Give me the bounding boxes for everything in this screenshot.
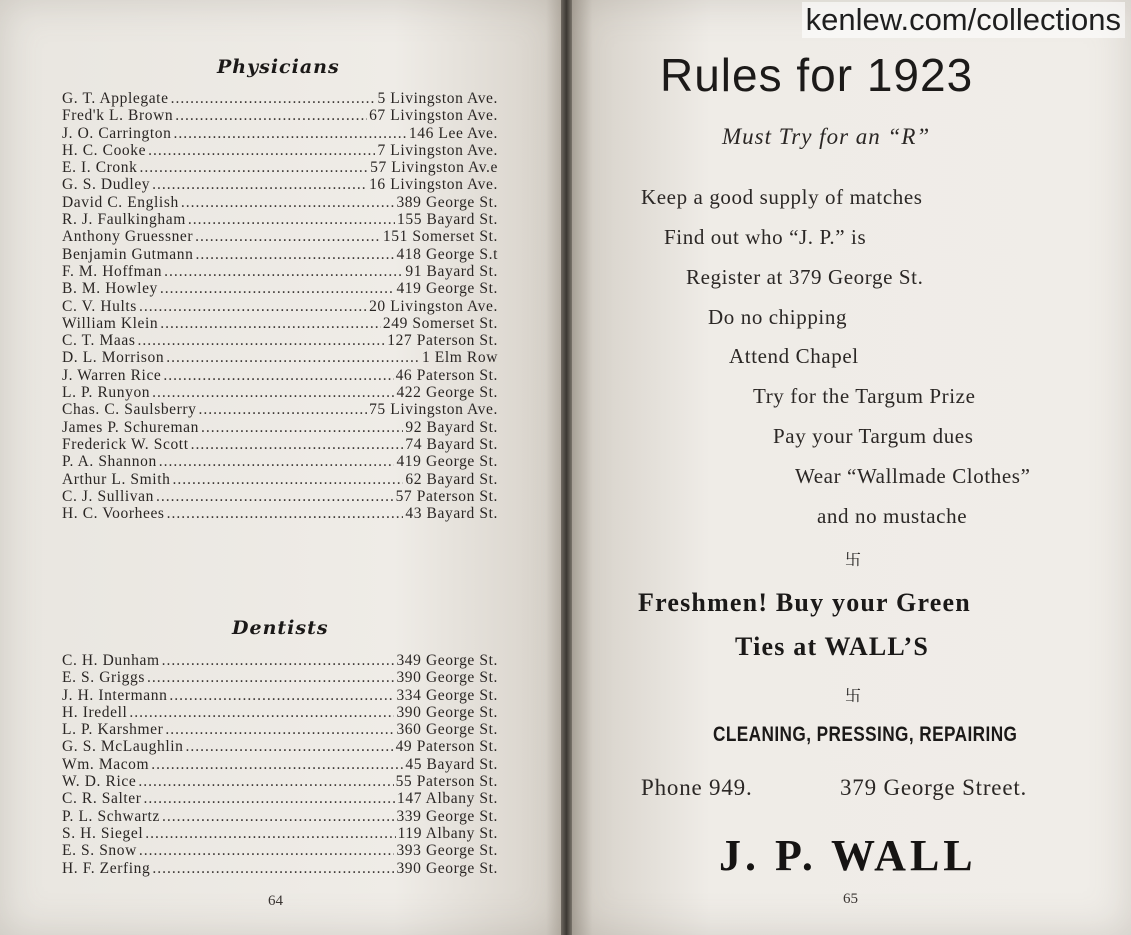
directory-row: [62, 773, 498, 790]
directory-address: 62 Bayard St.: [405, 470, 498, 488]
directory-address: 55 Paterson St.: [395, 773, 498, 791]
directory-address: 57 Paterson St.: [395, 487, 498, 505]
directory-name: G. T. Applegate: [62, 90, 169, 107]
dot-leader: [188, 211, 395, 228]
directory-row: [62, 790, 498, 807]
dot-leader: [165, 721, 394, 738]
dot-leader: [137, 332, 385, 349]
rule-item: Wear “Wallmade Clothes”: [795, 464, 1031, 488]
directory-address: 67 Livingston Ave.: [369, 107, 498, 125]
directory-row: [62, 842, 498, 859]
dot-leader: [171, 90, 376, 107]
directory-address: 147 Albany St.: [397, 790, 498, 808]
directory-address: 46 Paterson St.: [395, 366, 498, 384]
directory-name: C. V. Hults: [62, 297, 137, 315]
directory-name: E. I. Cronk: [62, 159, 138, 177]
rule-item: Find out who “J. P.” is: [664, 225, 867, 249]
directory-address: 360 George St.: [396, 721, 498, 739]
dot-leader: [195, 228, 381, 245]
dot-leader: [191, 436, 404, 453]
directory-name: C. H. Dunham: [62, 652, 160, 669]
dot-leader: [175, 107, 367, 124]
dot-leader: [173, 125, 406, 142]
dot-leader: [152, 384, 394, 401]
directory-row: [62, 107, 498, 124]
directory-row: [62, 246, 498, 263]
directory-name: Arthur L. Smith: [62, 470, 171, 488]
dot-leader: [152, 860, 394, 877]
rules-subtitle: Must Try for an “R”: [722, 124, 931, 149]
rule-item: Do no chipping: [708, 305, 848, 329]
directory-row: [62, 471, 498, 488]
directory-address: 390 George St.: [396, 669, 498, 687]
dot-leader: [186, 738, 394, 755]
dot-leader: [172, 471, 403, 488]
dot-leader: [139, 159, 368, 176]
directory-row: [62, 263, 498, 280]
directory-address: 45 Bayard St.: [405, 755, 498, 773]
directory-name: E. S. Griggs: [62, 669, 145, 687]
dot-leader: [152, 176, 367, 193]
directory-name: J. O. Carrington: [62, 124, 172, 142]
directory-address: 349 George St.: [396, 652, 498, 669]
dot-leader: [160, 315, 381, 332]
directory-row: [62, 176, 498, 193]
directory-address: 418 George S.t: [396, 245, 498, 263]
directory-row: [62, 453, 498, 470]
directory-name: D. L. Morrison: [62, 349, 165, 367]
directory-name: P. L. Schwartz: [62, 807, 160, 825]
directory-address: 5 Livingston Ave.: [377, 90, 498, 107]
page-number-right: 65: [843, 891, 858, 907]
rule-item: Register at 379 George St.: [686, 265, 924, 289]
dot-leader: [160, 280, 395, 297]
ornament-icon: 卐: [845, 550, 862, 569]
dot-leader: [162, 652, 395, 669]
directory-name: H. Iredell: [62, 703, 128, 721]
directory-name: H. C. Voorhees: [62, 505, 165, 523]
directory-row: [62, 384, 498, 401]
directory-row: [62, 756, 498, 773]
directory-name: R. J. Faulkingham: [62, 211, 186, 229]
directory-name: J. Warren Rice: [62, 366, 162, 384]
directory-row: [62, 315, 498, 332]
dot-leader: [164, 263, 403, 280]
physicians-list: [62, 90, 498, 522]
directory-name: J. H. Intermann: [62, 686, 168, 704]
directory-row: [62, 159, 498, 176]
directory-address: 92 Bayard St.: [405, 418, 498, 436]
directory-row: [62, 90, 498, 107]
directory-row: [62, 488, 498, 505]
dot-leader: [159, 453, 395, 470]
directory-row: [62, 228, 498, 245]
directory-row: [62, 280, 498, 297]
directory-name: Chas. C. Saulsberry: [62, 401, 197, 419]
rule-item: Try for the Targum Prize: [753, 384, 976, 408]
directory-name: H. F. Zerfing: [62, 859, 151, 877]
directory-address: 74 Bayard St.: [405, 435, 498, 453]
directory-row: [62, 860, 498, 877]
dot-leader: [166, 349, 420, 366]
directory-row: [62, 669, 498, 686]
ornament-icon: 卐: [845, 686, 862, 705]
physicians-heading: Physicians: [217, 56, 340, 78]
directory-name: F. M. Hoffman: [62, 262, 163, 280]
directory-address: 422 George St.: [396, 384, 498, 402]
directory-name: S. H. Siegel: [62, 824, 144, 842]
directory-name: Wm. Macom: [62, 755, 150, 773]
directory-address: 49 Paterson St.: [395, 738, 498, 756]
watermark-text: kenlew.com/collections: [802, 2, 1125, 38]
phone-number: Phone 949.: [641, 775, 753, 800]
directory-address: 393 George St.: [396, 842, 498, 860]
directory-row: [62, 367, 498, 384]
directory-address: 389 George St.: [396, 193, 498, 211]
directory-row: [62, 825, 498, 842]
rule-item: Pay your Targum dues: [773, 424, 974, 448]
directory-address: 390 George St.: [396, 859, 498, 877]
directory-name: Frederick W. Scott: [62, 435, 189, 453]
directory-address: 334 George St.: [396, 686, 498, 704]
directory-row: [62, 721, 498, 738]
directory-address: 16 Livingston Ave.: [369, 176, 498, 194]
dot-leader: [195, 246, 394, 263]
directory-address: 146 Lee Ave.: [408, 124, 498, 142]
directory-address: 43 Bayard St.: [405, 505, 498, 523]
directory-address: 91 Bayard St.: [405, 262, 498, 280]
directory-address: 57 Livingston Av.e: [370, 159, 498, 177]
directory-name: C. T. Maas: [62, 332, 136, 350]
directory-row: [62, 142, 498, 159]
directory-row: [62, 298, 498, 315]
dot-leader: [138, 773, 393, 790]
directory-name: Benjamin Gutmann: [62, 245, 194, 263]
directory-address: 75 Livingston Ave.: [369, 401, 498, 419]
dot-leader: [199, 401, 368, 418]
dot-leader: [148, 142, 375, 159]
directory-name: G. S. Dudley: [62, 176, 151, 194]
directory-name: Fred'k L. Brown: [62, 107, 174, 125]
directory-name: Anthony Gruessner: [62, 228, 194, 246]
directory-address: 419 George St.: [396, 280, 498, 298]
directory-row: [62, 505, 498, 522]
directory-address: 127 Paterson St.: [387, 332, 498, 350]
directory-row: [62, 687, 498, 704]
directory-address: 1 Elm Row: [421, 349, 498, 367]
directory-row: [62, 419, 498, 436]
directory-address: 119 Albany St.: [397, 824, 498, 842]
directory-name: G. S. McLaughlin: [62, 738, 184, 756]
rules-title: Rules for 1923: [660, 49, 974, 101]
rule-item: Keep a good supply of matches: [641, 185, 923, 209]
directory-address: 151 Somerset St.: [382, 228, 498, 246]
directory-name: E. S. Snow: [62, 842, 137, 860]
directory-address: 155 Bayard St.: [397, 211, 498, 229]
page-number-left: 64: [268, 893, 283, 909]
ad-line-1: Freshmen! Buy your Green: [638, 588, 971, 617]
dot-leader: [167, 505, 404, 522]
dot-leader: [169, 687, 394, 704]
directory-name: L. P. Runyon: [62, 384, 151, 402]
dot-leader: [129, 704, 394, 721]
directory-row: [62, 808, 498, 825]
directory-row: [62, 125, 498, 142]
directory-name: William Klein: [62, 314, 159, 332]
rule-item: Attend Chapel: [729, 344, 859, 368]
dot-leader: [201, 419, 403, 436]
directory-name: James P. Schureman: [62, 418, 199, 436]
ad-line-2: Ties at WALL’S: [735, 632, 930, 661]
directory-name: David C. English: [62, 193, 179, 211]
dot-leader: [181, 194, 395, 211]
dentists-list: [62, 652, 498, 877]
directory-address: 339 George St.: [396, 807, 498, 825]
directory-address: 20 Livingston Ave.: [369, 297, 498, 315]
dot-leader: [145, 825, 395, 842]
dot-leader: [162, 808, 395, 825]
directory-name: L. P. Karshmer: [62, 721, 164, 739]
dot-leader: [139, 842, 395, 859]
directory-address: 7 Livingston Ave.: [377, 141, 498, 159]
directory-row: [62, 436, 498, 453]
directory-name: C. R. Salter: [62, 790, 142, 808]
directory-address: 390 George St.: [396, 703, 498, 721]
services-line: CLEANING, PRESSING, REPAIRING: [713, 723, 1018, 746]
directory-row: [62, 332, 498, 349]
shop-name: J. P. WALL: [719, 831, 977, 880]
directory-row: [62, 211, 498, 228]
dot-leader: [144, 790, 395, 807]
dot-leader: [139, 298, 367, 315]
street-address: 379 George Street.: [840, 775, 1028, 800]
directory-name: H. C. Cooke: [62, 141, 147, 159]
dot-leader: [147, 669, 394, 686]
directory-row: [62, 704, 498, 721]
dot-leader: [151, 756, 403, 773]
rule-item: and no mustache: [817, 504, 968, 528]
directory-row: [62, 349, 498, 366]
directory-name: B. M. Howley: [62, 280, 158, 298]
directory-address: 249 Somerset St.: [382, 314, 498, 332]
directory-name: C. J. Sullivan: [62, 487, 154, 505]
directory-name: P. A. Shannon: [62, 453, 157, 471]
directory-row: [62, 401, 498, 418]
directory-row: [62, 194, 498, 211]
directory-name: W. D. Rice: [62, 773, 137, 791]
directory-row: [62, 738, 498, 755]
dot-leader: [163, 367, 393, 384]
directory-address: 419 George St.: [396, 453, 498, 471]
directory-row: [62, 652, 498, 669]
dot-leader: [156, 488, 394, 505]
book-gutter: [561, 0, 572, 935]
dentists-heading: Dentists: [232, 617, 329, 639]
